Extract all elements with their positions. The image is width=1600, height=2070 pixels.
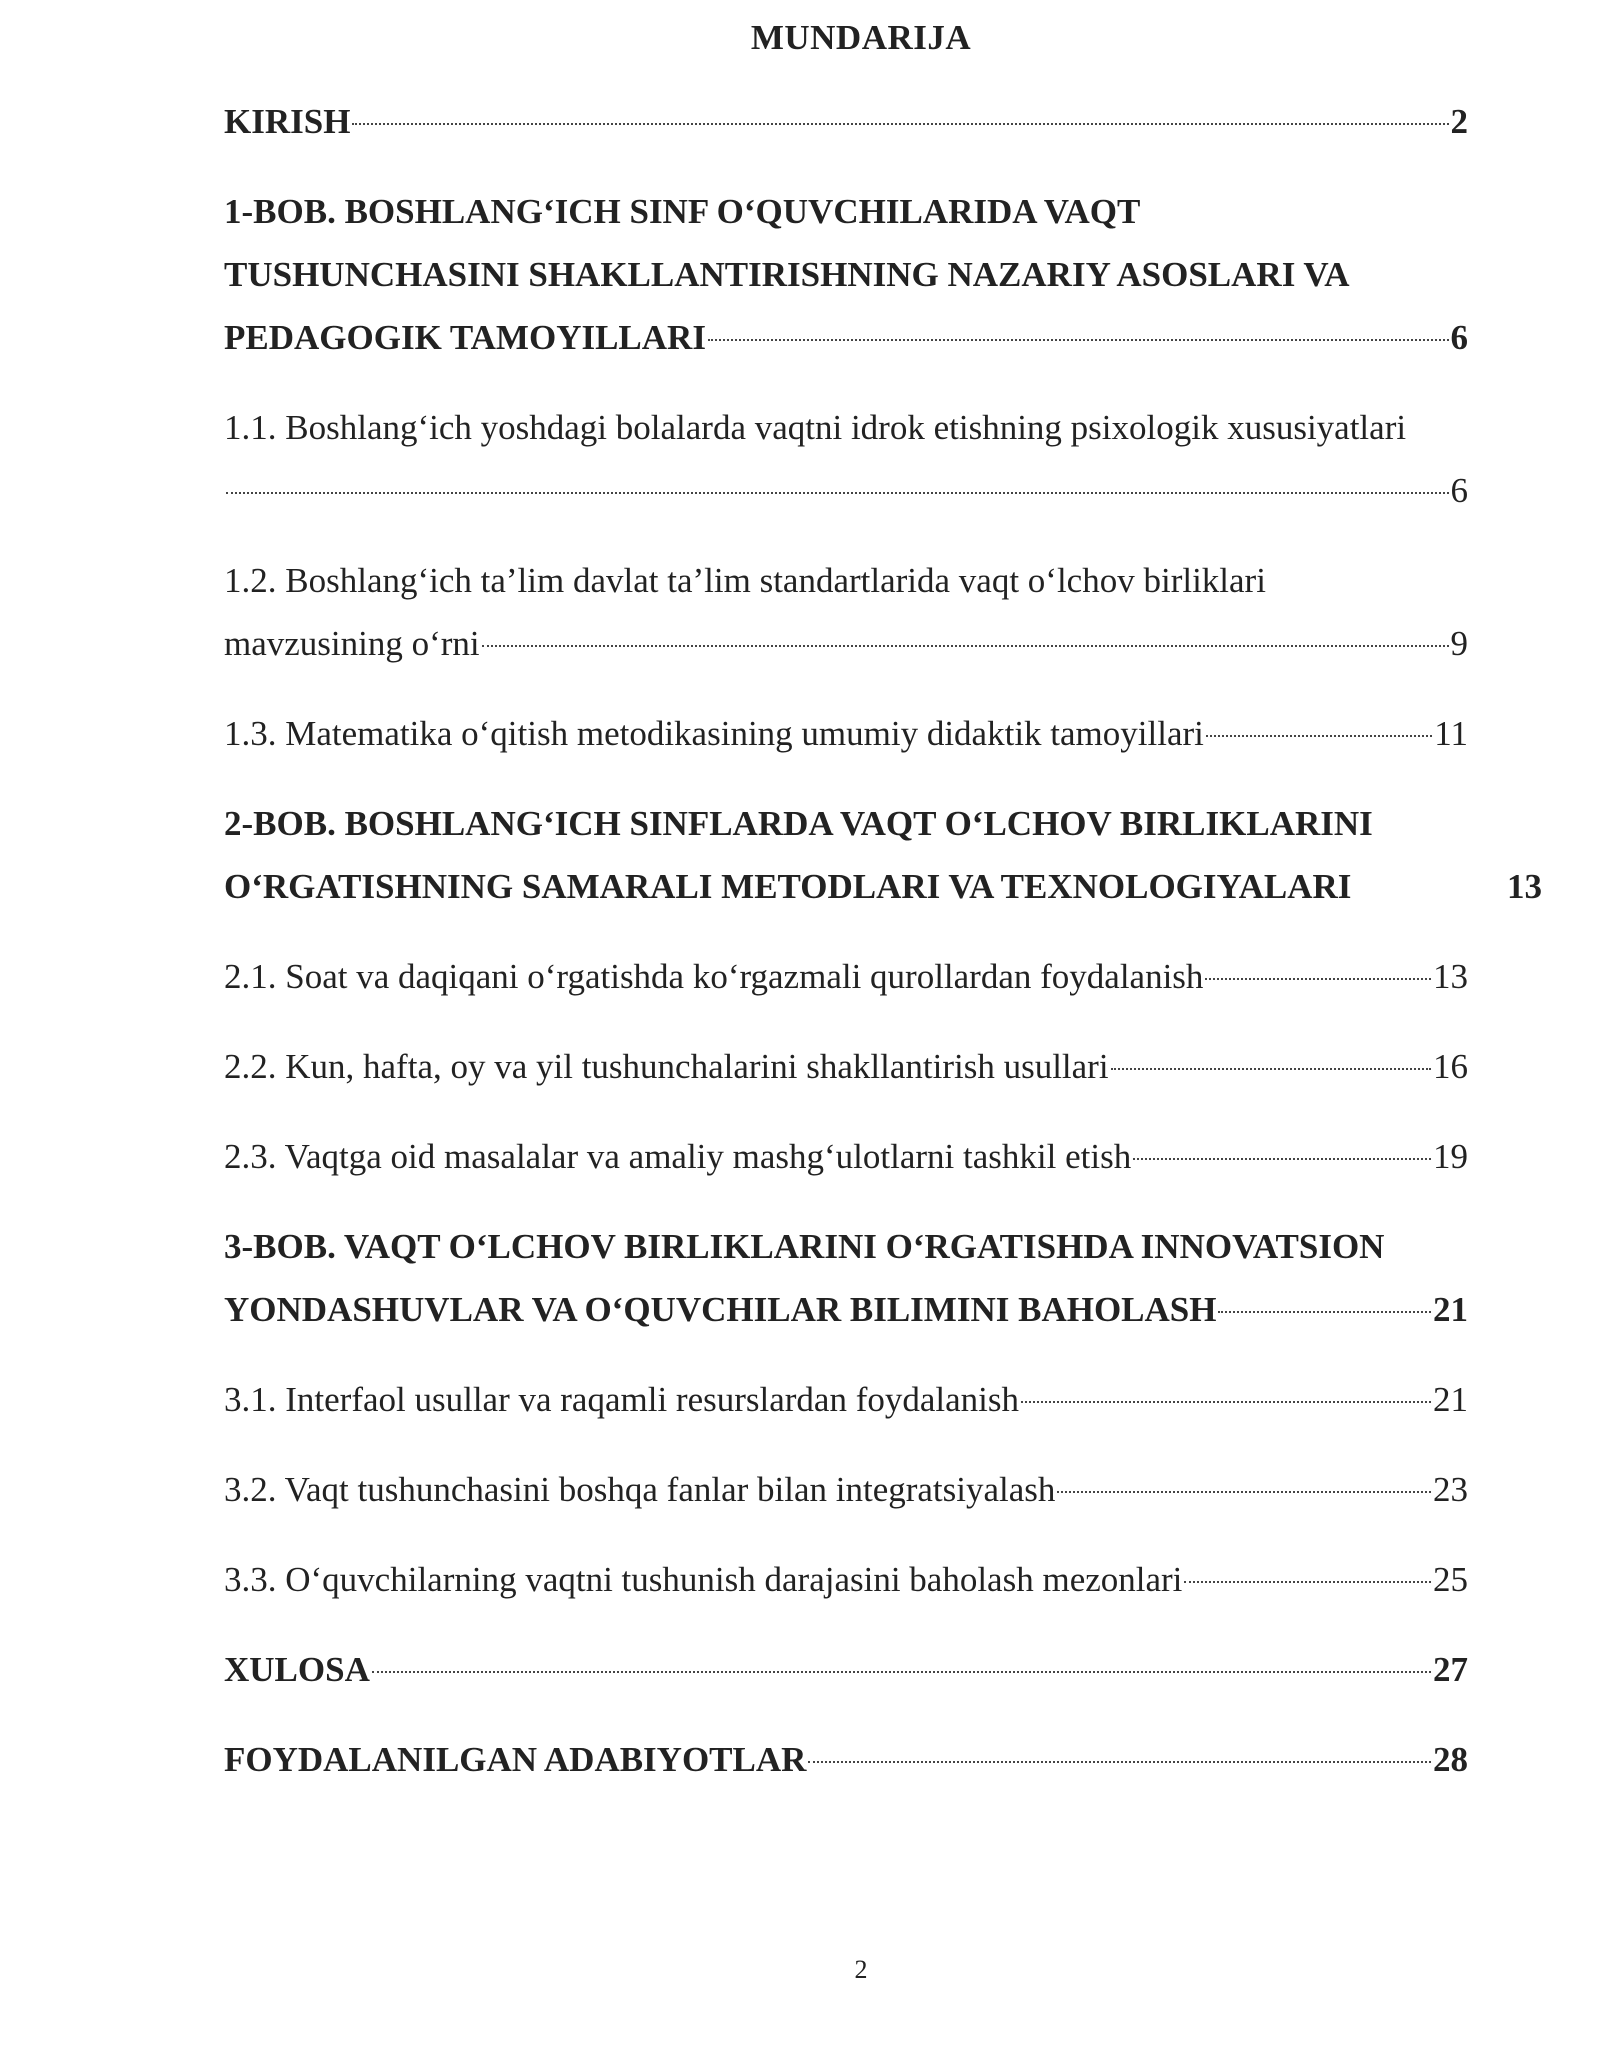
toc-entry[interactable] [224, 396, 1468, 522]
toc-entry[interactable] [224, 1548, 1468, 1611]
toc-entry-line: 3-BOB. VAQT O‘LCHOV BIRLIKLARINI O‘RGATISHDA INNOVATSION [224, 1227, 1385, 1266]
toc-page-number: 13 [1507, 867, 1542, 906]
toc-entry-last-line [224, 1458, 1468, 1521]
toc-entry[interactable] [224, 945, 1468, 1008]
toc-page-number: 6 [1450, 471, 1468, 510]
toc-page-number: 19 [1433, 1137, 1468, 1176]
toc-entry-title: O‘RGATISHNING SAMARALI METODLARI VA TEXNOLOGIYALARI [224, 867, 1352, 906]
toc-entry[interactable] [224, 1728, 1468, 1791]
dot-leader [1021, 1401, 1431, 1403]
page-number: 2 [854, 1955, 868, 1984]
toc-page-number: 28 [1433, 1740, 1468, 1779]
dot-leader [372, 1671, 1431, 1673]
toc-entry[interactable] [224, 792, 1542, 918]
toc-entry-title: 2.2. Kun, hafta, oy va yil tushunchalarini shakllantirish usullari [224, 1047, 1109, 1086]
toc-entry-title: mavzusining o‘rni [224, 624, 480, 663]
toc-entry[interactable] [224, 549, 1468, 675]
toc-entry-line: 2-BOB. BOSHLANG‘ICH SINFLARDA VAQT O‘LCHOV BIRLIKLARINI [224, 804, 1373, 843]
toc-entry[interactable] [224, 1215, 1468, 1341]
toc-entry-title: PEDAGOGIK TAMOYILLARI [224, 318, 706, 357]
toc-page-number: 21 [1433, 1290, 1468, 1329]
toc-entry[interactable] [224, 90, 1468, 153]
toc-entry-last-line [224, 1728, 1468, 1791]
toc-entry-last-line [224, 1368, 1468, 1431]
dot-leader [352, 123, 1448, 125]
dot-leader [1206, 735, 1432, 737]
dot-leader [1205, 978, 1431, 980]
toc-entry[interactable] [224, 1125, 1468, 1188]
toc-entry[interactable] [224, 1458, 1468, 1521]
toc-entry[interactable] [224, 702, 1468, 765]
toc-entry-last-line [224, 1125, 1468, 1188]
dot-leader [1111, 1068, 1431, 1070]
toc-entry-last-line [224, 1035, 1468, 1098]
toc-entry-line: TUSHUNCHASINI SHAKLLANTIRISHNING NAZARIY ASOSLARI VA [224, 255, 1350, 294]
dot-leader [708, 339, 1449, 341]
dot-leader [1184, 1581, 1431, 1583]
dot-leader [482, 645, 1449, 647]
toc-page-number: 13 [1433, 957, 1468, 996]
dot-leader [1218, 1311, 1431, 1313]
toc-entry-last-line [224, 855, 1542, 918]
toc-entry-title: 3.3. O‘quvchilarning vaqtni tushunish darajasini baholash mezonlari [224, 1560, 1183, 1599]
toc-entry-last-line [224, 1638, 1468, 1701]
table-of-contents [224, 90, 1542, 1791]
toc-page-number: 16 [1433, 1047, 1468, 1086]
toc-entry-title: KIRISH [224, 102, 351, 141]
toc-entry-title: 3.1. Interfaol usullar va raqamli resurslardan foydalanish [224, 1380, 1020, 1419]
toc-page-number: 27 [1433, 1650, 1468, 1689]
toc-page-number: 23 [1433, 1470, 1468, 1509]
toc-entry-last-line [224, 702, 1468, 765]
toc-entry-title: 1.3. Matematika o‘qitish metodikasining umumiy didaktik tamoyillari [224, 714, 1204, 753]
dot-leader [1057, 1491, 1431, 1493]
toc-entry-last-line [224, 612, 1468, 675]
dot-leader [1133, 1158, 1431, 1160]
toc-entry[interactable] [224, 1638, 1468, 1701]
toc-entry-last-line [224, 459, 1468, 522]
toc-entry-title: 3.2. Vaqt tushunchasini boshqa fanlar bilan integratsiyalash [224, 1470, 1056, 1509]
toc-page-number: 9 [1450, 624, 1468, 663]
toc-entry-last-line [224, 90, 1468, 153]
toc-entry-last-line [224, 945, 1468, 1008]
toc-entry-line: 1-BOB. BOSHLANG‘ICH SINF O‘QUVCHILARIDA VAQT [224, 192, 1141, 231]
toc-entry-line: 1.2. Boshlang‘ich ta’lim davlat ta’lim standartlarida vaqt o‘lchov birliklari [224, 561, 1266, 600]
toc-entry-last-line [224, 306, 1468, 369]
dot-leader [808, 1761, 1431, 1763]
toc-entry-title: YONDASHUVLAR VA O‘QUVCHILAR BILIMINI BAHOLASH [224, 1290, 1217, 1329]
toc-page-number: 2 [1450, 102, 1468, 141]
toc-entry[interactable] [224, 1368, 1468, 1431]
toc-entry-line: 1.1. Boshlang‘ich yoshdagi bolalarda vaqtni idrok etishning psixologik xususiyatlari [224, 408, 1407, 447]
page-title: MUNDARIJA [750, 18, 972, 57]
toc-entry-last-line [224, 1548, 1468, 1611]
toc-page-number: 11 [1434, 714, 1468, 753]
toc-entry-title: FOYDALANILGAN ADABIYOTLAR [224, 1740, 807, 1779]
toc-entry[interactable] [224, 1035, 1468, 1098]
toc-page-number: 21 [1433, 1380, 1468, 1419]
dot-leader [226, 492, 1449, 494]
toc-entry-title: 2.1. Soat va daqiqani o‘rgatishda ko‘rgazmali qurollardan foydalanish [224, 957, 1204, 996]
toc-page-number: 25 [1433, 1560, 1468, 1599]
toc-page-number: 6 [1450, 318, 1468, 357]
toc-entry-title: XULOSA [224, 1650, 370, 1689]
toc-entry-last-line [224, 1278, 1468, 1341]
toc-entry[interactable] [224, 180, 1468, 369]
toc-entry-title: 2.3. Vaqtga oid masalalar va amaliy mashg‘ulotlarni tashkil etish [224, 1137, 1132, 1176]
